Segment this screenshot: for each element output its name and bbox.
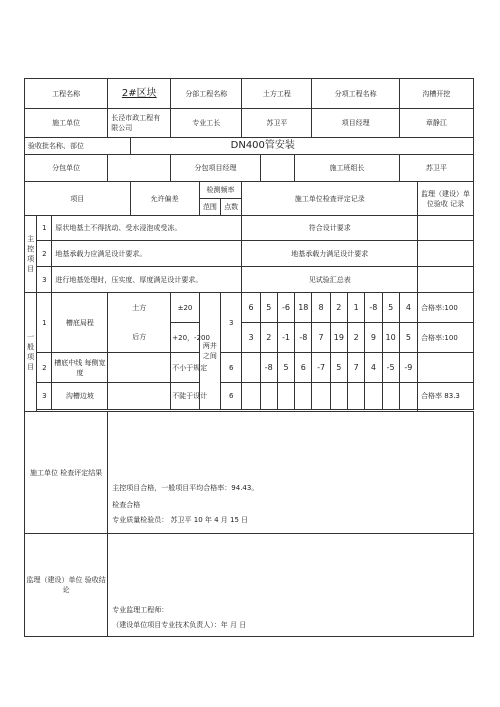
main-control-label: 主控项目 <box>25 216 37 293</box>
general-no: 2 <box>37 353 52 383</box>
general-name: 槽底局程 <box>52 293 108 353</box>
item-project-value: 沟槽开挖 <box>399 79 473 109</box>
construction-result-line1: 主控项目合格，一般项目平均合格率：94.43。 <box>112 484 259 492</box>
value-cell: 4 <box>365 353 382 383</box>
supervision-line1: 专业监理工程师： <box>112 606 169 614</box>
general-sub: 土方 <box>108 293 171 323</box>
value-cell <box>399 383 417 410</box>
value-cell <box>242 353 260 383</box>
general-deviation: 不小于规定 <box>171 353 199 383</box>
project-name-label: 工程名称 <box>25 79 108 109</box>
value-cell: 5 <box>260 293 277 323</box>
value-cell: 5 <box>330 353 347 383</box>
value-cell: 6 <box>242 293 260 323</box>
value-cell <box>382 383 399 410</box>
value-cell: -5 <box>382 353 399 383</box>
general-points: 3 <box>221 293 242 353</box>
col-check-freq: 检测频率 <box>199 182 242 199</box>
value-cell <box>330 383 347 410</box>
general-deviation: +20，-200 <box>171 323 199 353</box>
general-sub: 后方 <box>108 323 171 353</box>
value-cell: 5 <box>277 353 294 383</box>
value-cell: 2 <box>260 323 277 353</box>
sub-manager-label: 分包项目经理 <box>171 155 260 182</box>
value-cell: -9 <box>399 353 417 383</box>
value-cell <box>277 383 294 410</box>
main-control-text: 进行地基处理时，压实度、厚度满足设计要求。 <box>52 267 242 293</box>
main-control-result: 见试验汇总表 <box>242 267 418 293</box>
subcontractor-value <box>108 155 171 182</box>
value-cell: 2 <box>330 293 347 323</box>
value-cell <box>365 383 382 410</box>
value-cell: 10 <box>382 323 399 353</box>
col-range: 范围 <box>199 199 220 216</box>
main-control-text: 地基承载力应满足设计要求。 <box>52 241 242 267</box>
main-control-no: 2 <box>37 241 52 267</box>
value-cell: -1 <box>277 323 294 353</box>
item-project-label: 分项工程名称 <box>312 79 399 109</box>
general-label: 一般项目 <box>25 293 37 412</box>
supervision-conclusion-label: 监理（建设）单位 验收结论 <box>25 534 108 637</box>
value-cell: 1 <box>347 293 364 323</box>
value-cell: 8 <box>312 293 330 323</box>
general-name: 槽底中线 每侧宽度 <box>52 353 108 383</box>
subcontractor-label: 分包单位 <box>25 155 108 182</box>
sub-project-label: 分部工程名称 <box>171 79 242 109</box>
pass-rate: 合格率:100 <box>418 323 474 353</box>
manager-label: 项目经理 <box>312 109 399 138</box>
construction-result-label: 施工单位 检查评定结果 <box>25 412 108 534</box>
acceptance-record-sheet <box>24 78 474 707</box>
construction-result-line2: 检查合格 <box>112 501 141 509</box>
construction-unit-label: 施工单位 <box>25 109 108 138</box>
pass-rate: 合格率:100 <box>418 293 474 323</box>
general-deviation: 不陡于设计 <box>171 383 199 410</box>
general-deviation: ±20 <box>171 293 199 323</box>
acceptance-part-label: 验收批名称、部位 <box>25 138 131 155</box>
value-cell: -7 <box>312 353 330 383</box>
inspection-table <box>24 78 474 637</box>
construction-unit-value: 长泾市政工程有 限公司 <box>108 109 171 138</box>
col-supervision-record: 监理（建设）单位验收 记录 <box>418 182 474 216</box>
col-item: 项目 <box>25 182 131 216</box>
general-points: 6 <box>221 353 242 383</box>
main-control-result: 符合设计要求 <box>242 216 418 241</box>
main-control-no: 1 <box>37 216 52 241</box>
general-range: 两井之间 <box>199 293 220 410</box>
main-control-no: 3 <box>37 267 52 293</box>
value-cell: 4 <box>399 293 417 323</box>
acceptance-part-value: DN400管安装 <box>130 138 473 155</box>
foreman-label: 专业工长 <box>171 109 242 138</box>
value-cell: 5 <box>399 323 417 353</box>
value-cell: -8 <box>260 353 277 383</box>
value-cell: 19 <box>330 323 347 353</box>
general-no: 3 <box>37 383 52 410</box>
manager-value: 章静江 <box>399 109 473 138</box>
supervision-conclusion-content <box>108 534 474 637</box>
col-points: 点数 <box>221 199 242 216</box>
value-cell <box>347 383 364 410</box>
main-control-text: 原状地基土不得扰动、受水浸泡或受冻。 <box>52 216 242 241</box>
general-points: 6 <box>221 383 242 410</box>
sub-project-value: 土方工程 <box>242 79 312 109</box>
value-cell: 9 <box>365 323 382 353</box>
main-control-supervision <box>418 216 474 241</box>
col-construction-record: 施工单位检查评定记录 <box>242 182 418 216</box>
main-control-supervision <box>418 241 474 267</box>
general-sub <box>108 383 171 410</box>
pass-rate <box>418 353 474 383</box>
value-cell: 18 <box>295 293 312 323</box>
main-control-result: 地基承载力满足设计要求 <box>242 241 418 267</box>
construction-result-line3: 专业质量检验员： 苏卫平 10 年 4 月 15 日 <box>112 516 249 524</box>
value-cell: 6 <box>295 353 312 383</box>
value-cell <box>295 383 312 410</box>
value-cell: -6 <box>277 293 294 323</box>
construction-result-content <box>108 412 474 534</box>
sub-manager-value <box>260 155 295 182</box>
value-cell: 7 <box>347 353 364 383</box>
value-cell: -8 <box>295 323 312 353</box>
supervision-line2: （建设单位项目专业技术负责人）：年 月 日 <box>112 621 247 629</box>
value-cell: 3 <box>242 323 260 353</box>
value-cell: -8 <box>365 293 382 323</box>
foreman-value: 苏卫平 <box>242 109 312 138</box>
general-name: 沟槽边坡 <box>52 383 108 410</box>
value-cell <box>260 383 277 410</box>
value-cell <box>312 383 330 410</box>
value-cell <box>242 383 260 410</box>
pass-rate: 合格率 83.3 <box>418 383 474 410</box>
value-cell: 5 <box>382 293 399 323</box>
team-leader-label: 施工班组长 <box>295 155 400 182</box>
team-leader-value: 苏卫平 <box>399 155 473 182</box>
col-allowed-deviation: 允许偏差 <box>130 182 199 216</box>
general-no: 1 <box>37 293 52 353</box>
value-cell: 2 <box>347 323 364 353</box>
main-control-supervision <box>418 267 474 293</box>
general-sub <box>108 353 171 383</box>
project-name-value: 2#区块 <box>108 79 171 109</box>
value-cell: 7 <box>312 323 330 353</box>
